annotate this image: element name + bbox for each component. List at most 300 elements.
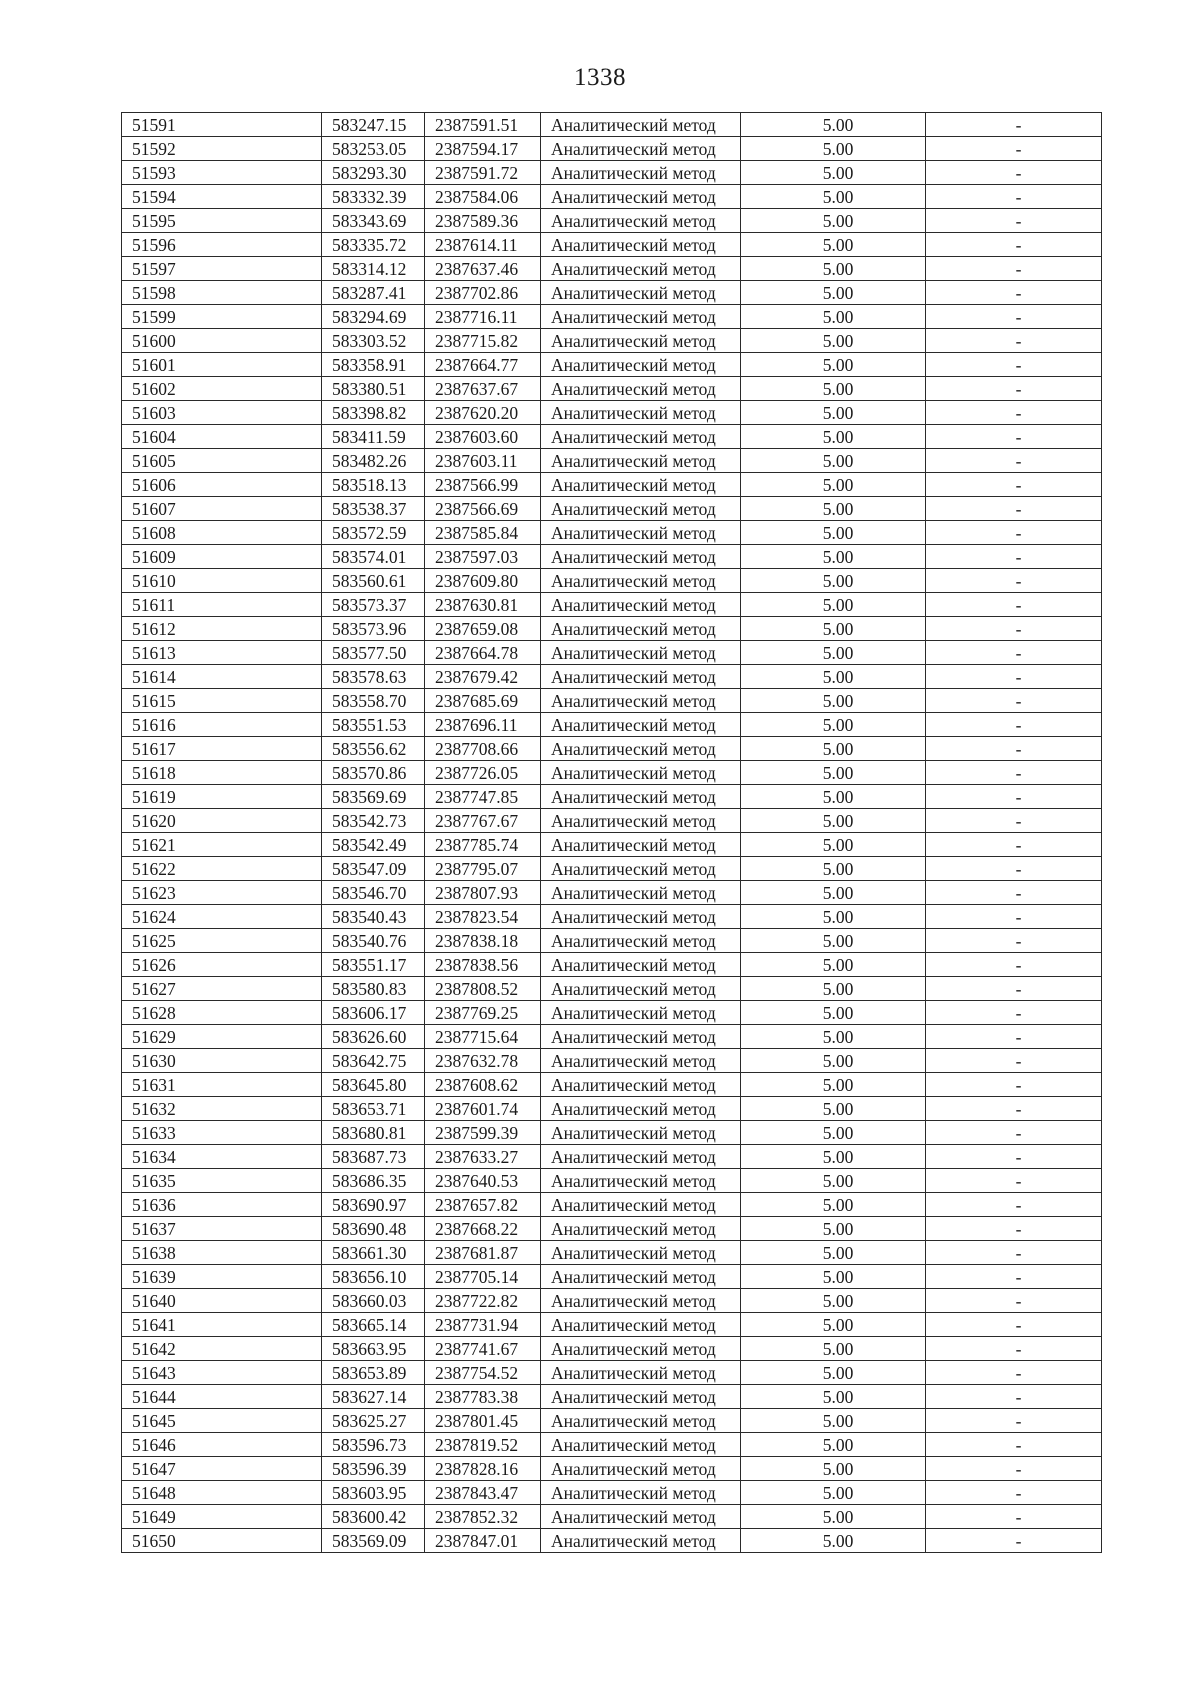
cell-x: 583518.13 — [322, 473, 425, 497]
table-row — [122, 1049, 1102, 1073]
cell-accuracy: 5.00 — [741, 857, 926, 881]
cell-method: Аналитический метод — [541, 545, 741, 569]
cell-accuracy: 5.00 — [741, 1481, 926, 1505]
cell-point-id: 51643 — [122, 1361, 322, 1385]
table-row — [122, 305, 1102, 329]
table-row — [122, 569, 1102, 593]
table-row — [122, 185, 1102, 209]
cell-accuracy: 5.00 — [741, 1097, 926, 1121]
cell-accuracy: 5.00 — [741, 1145, 926, 1169]
cell-x: 583343.69 — [322, 209, 425, 233]
cell-x: 583573.37 — [322, 593, 425, 617]
table-row — [122, 281, 1102, 305]
table-row — [122, 1073, 1102, 1097]
cell-y: 2387731.94 — [425, 1313, 541, 1337]
cell-dash: - — [926, 569, 1102, 593]
cell-method: Аналитический метод — [541, 569, 741, 593]
cell-method: Аналитический метод — [541, 1169, 741, 1193]
cell-x: 583332.39 — [322, 185, 425, 209]
table-row — [122, 1193, 1102, 1217]
cell-method: Аналитический метод — [541, 1361, 741, 1385]
cell-accuracy: 5.00 — [741, 1265, 926, 1289]
cell-method: Аналитический метод — [541, 233, 741, 257]
cell-method: Аналитический метод — [541, 833, 741, 857]
cell-dash: - — [926, 1121, 1102, 1145]
cell-y: 2387640.53 — [425, 1169, 541, 1193]
cell-method: Аналитический метод — [541, 785, 741, 809]
cell-y: 2387747.85 — [425, 785, 541, 809]
table-row — [122, 809, 1102, 833]
cell-y: 2387601.74 — [425, 1097, 541, 1121]
cell-point-id: 51628 — [122, 1001, 322, 1025]
cell-x: 583687.73 — [322, 1145, 425, 1169]
table-row — [122, 665, 1102, 689]
cell-y: 2387664.77 — [425, 353, 541, 377]
cell-accuracy: 5.00 — [741, 785, 926, 809]
cell-y: 2387754.52 — [425, 1361, 541, 1385]
cell-accuracy: 5.00 — [741, 137, 926, 161]
cell-dash: - — [926, 809, 1102, 833]
cell-method: Аналитический метод — [541, 929, 741, 953]
cell-x: 583573.96 — [322, 617, 425, 641]
cell-point-id: 51614 — [122, 665, 322, 689]
cell-point-id: 51605 — [122, 449, 322, 473]
cell-dash: - — [926, 761, 1102, 785]
cell-dash: - — [926, 521, 1102, 545]
table-row — [122, 689, 1102, 713]
cell-point-id: 51598 — [122, 281, 322, 305]
table-row — [122, 929, 1102, 953]
cell-x: 583538.37 — [322, 497, 425, 521]
cell-x: 583380.51 — [322, 377, 425, 401]
cell-accuracy: 5.00 — [741, 761, 926, 785]
cell-y: 2387823.54 — [425, 905, 541, 929]
cell-dash: - — [926, 233, 1102, 257]
cell-method: Аналитический метод — [541, 1313, 741, 1337]
cell-accuracy: 5.00 — [741, 1337, 926, 1361]
cell-accuracy: 5.00 — [741, 401, 926, 425]
cell-dash: - — [926, 1385, 1102, 1409]
cell-method: Аналитический метод — [541, 1409, 741, 1433]
table-row — [122, 1505, 1102, 1529]
cell-point-id: 51625 — [122, 929, 322, 953]
cell-accuracy: 5.00 — [741, 1409, 926, 1433]
cell-method: Аналитический метод — [541, 809, 741, 833]
cell-point-id: 51622 — [122, 857, 322, 881]
table-row — [122, 905, 1102, 929]
cell-method: Аналитический метод — [541, 1049, 741, 1073]
cell-x: 583663.95 — [322, 1337, 425, 1361]
cell-accuracy: 5.00 — [741, 617, 926, 641]
cell-method: Аналитический метод — [541, 1433, 741, 1457]
cell-accuracy: 5.00 — [741, 593, 926, 617]
cell-y: 2387708.66 — [425, 737, 541, 761]
cell-accuracy: 5.00 — [741, 1313, 926, 1337]
cell-x: 583572.59 — [322, 521, 425, 545]
coordinates-table — [121, 112, 1102, 1553]
cell-dash: - — [926, 1073, 1102, 1097]
cell-y: 2387591.72 — [425, 161, 541, 185]
cell-accuracy: 5.00 — [741, 689, 926, 713]
cell-dash: - — [926, 881, 1102, 905]
cell-y: 2387705.14 — [425, 1265, 541, 1289]
cell-x: 583627.14 — [322, 1385, 425, 1409]
cell-method: Аналитический метод — [541, 1097, 741, 1121]
cell-accuracy: 5.00 — [741, 449, 926, 473]
cell-point-id: 51637 — [122, 1217, 322, 1241]
cell-x: 583661.30 — [322, 1241, 425, 1265]
cell-y: 2387783.38 — [425, 1385, 541, 1409]
cell-accuracy: 5.00 — [741, 713, 926, 737]
cell-method: Аналитический метод — [541, 161, 741, 185]
cell-x: 583645.80 — [322, 1073, 425, 1097]
cell-y: 2387807.93 — [425, 881, 541, 905]
table-row — [122, 521, 1102, 545]
cell-point-id: 51639 — [122, 1265, 322, 1289]
table-row — [122, 1097, 1102, 1121]
cell-x: 583247.15 — [322, 113, 425, 137]
cell-dash: - — [926, 209, 1102, 233]
cell-y: 2387685.69 — [425, 689, 541, 713]
cell-y: 2387808.52 — [425, 977, 541, 1001]
cell-point-id: 51635 — [122, 1169, 322, 1193]
cell-x: 583626.60 — [322, 1025, 425, 1049]
cell-point-id: 51603 — [122, 401, 322, 425]
cell-y: 2387664.78 — [425, 641, 541, 665]
table-row — [122, 1529, 1102, 1553]
cell-accuracy: 5.00 — [741, 185, 926, 209]
cell-dash: - — [926, 185, 1102, 209]
cell-method: Аналитический метод — [541, 713, 741, 737]
cell-method: Аналитический метод — [541, 353, 741, 377]
cell-y: 2387801.45 — [425, 1409, 541, 1433]
cell-accuracy: 5.00 — [741, 209, 926, 233]
cell-x: 583482.26 — [322, 449, 425, 473]
table-row — [122, 353, 1102, 377]
cell-y: 2387599.39 — [425, 1121, 541, 1145]
cell-method: Аналитический метод — [541, 953, 741, 977]
table-row — [122, 113, 1102, 137]
table-row — [122, 881, 1102, 905]
cell-x: 583690.97 — [322, 1193, 425, 1217]
cell-x: 583542.73 — [322, 809, 425, 833]
cell-x: 583596.39 — [322, 1457, 425, 1481]
cell-accuracy: 5.00 — [741, 353, 926, 377]
cell-y: 2387603.11 — [425, 449, 541, 473]
cell-y: 2387591.51 — [425, 113, 541, 137]
cell-method: Аналитический метод — [541, 473, 741, 497]
cell-y: 2387668.22 — [425, 1217, 541, 1241]
cell-method: Аналитический метод — [541, 1289, 741, 1313]
cell-x: 583558.70 — [322, 689, 425, 713]
cell-dash: - — [926, 1481, 1102, 1505]
cell-accuracy: 5.00 — [741, 257, 926, 281]
cell-y: 2387838.56 — [425, 953, 541, 977]
table-row — [122, 473, 1102, 497]
cell-dash: - — [926, 1001, 1102, 1025]
cell-x: 583660.03 — [322, 1289, 425, 1313]
cell-point-id: 51595 — [122, 209, 322, 233]
cell-x: 583569.69 — [322, 785, 425, 809]
cell-point-id: 51626 — [122, 953, 322, 977]
cell-point-id: 51641 — [122, 1313, 322, 1337]
cell-dash: - — [926, 953, 1102, 977]
cell-dash: - — [926, 329, 1102, 353]
cell-method: Аналитический метод — [541, 1073, 741, 1097]
table-row — [122, 209, 1102, 233]
cell-x: 583411.59 — [322, 425, 425, 449]
cell-x: 583653.71 — [322, 1097, 425, 1121]
cell-accuracy: 5.00 — [741, 545, 926, 569]
table-row — [122, 953, 1102, 977]
cell-method: Аналитический метод — [541, 401, 741, 425]
cell-x: 583551.17 — [322, 953, 425, 977]
cell-y: 2387681.87 — [425, 1241, 541, 1265]
table-row — [122, 785, 1102, 809]
cell-point-id: 51642 — [122, 1337, 322, 1361]
cell-y: 2387597.03 — [425, 545, 541, 569]
cell-point-id: 51619 — [122, 785, 322, 809]
cell-point-id: 51618 — [122, 761, 322, 785]
cell-point-id: 51650 — [122, 1529, 322, 1553]
cell-y: 2387819.52 — [425, 1433, 541, 1457]
cell-x: 583335.72 — [322, 233, 425, 257]
cell-x: 583690.48 — [322, 1217, 425, 1241]
cell-accuracy: 5.00 — [741, 953, 926, 977]
cell-dash: - — [926, 473, 1102, 497]
cell-y: 2387637.46 — [425, 257, 541, 281]
cell-method: Аналитический метод — [541, 617, 741, 641]
cell-x: 583253.05 — [322, 137, 425, 161]
cell-method: Аналитический метод — [541, 1193, 741, 1217]
cell-y: 2387838.18 — [425, 929, 541, 953]
cell-point-id: 51601 — [122, 353, 322, 377]
cell-x: 583540.76 — [322, 929, 425, 953]
cell-y: 2387852.32 — [425, 1505, 541, 1529]
cell-accuracy: 5.00 — [741, 665, 926, 689]
cell-point-id: 51602 — [122, 377, 322, 401]
cell-dash: - — [926, 785, 1102, 809]
cell-accuracy: 5.00 — [741, 1169, 926, 1193]
cell-dash: - — [926, 113, 1102, 137]
cell-point-id: 51629 — [122, 1025, 322, 1049]
cell-y: 2387715.82 — [425, 329, 541, 353]
table-row — [122, 1457, 1102, 1481]
cell-y: 2387594.17 — [425, 137, 541, 161]
cell-point-id: 51633 — [122, 1121, 322, 1145]
cell-point-id: 51612 — [122, 617, 322, 641]
cell-point-id: 51645 — [122, 1409, 322, 1433]
cell-dash: - — [926, 1241, 1102, 1265]
cell-x: 583569.09 — [322, 1529, 425, 1553]
cell-method: Аналитический метод — [541, 1121, 741, 1145]
cell-x: 583398.82 — [322, 401, 425, 425]
cell-point-id: 51640 — [122, 1289, 322, 1313]
cell-point-id: 51606 — [122, 473, 322, 497]
cell-method: Аналитический метод — [541, 1217, 741, 1241]
cell-point-id: 51608 — [122, 521, 322, 545]
cell-x: 583551.53 — [322, 713, 425, 737]
cell-y: 2387696.11 — [425, 713, 541, 737]
cell-point-id: 51638 — [122, 1241, 322, 1265]
cell-point-id: 51607 — [122, 497, 322, 521]
cell-method: Аналитический метод — [541, 641, 741, 665]
cell-x: 583577.50 — [322, 641, 425, 665]
table-row — [122, 545, 1102, 569]
cell-dash: - — [926, 1505, 1102, 1529]
cell-point-id: 51613 — [122, 641, 322, 665]
cell-accuracy: 5.00 — [741, 1001, 926, 1025]
cell-method: Аналитический метод — [541, 593, 741, 617]
cell-dash: - — [926, 833, 1102, 857]
cell-method: Аналитический метод — [541, 1001, 741, 1025]
table-row — [122, 1025, 1102, 1049]
cell-accuracy: 5.00 — [741, 1217, 926, 1241]
cell-dash: - — [926, 689, 1102, 713]
cell-method: Аналитический метод — [541, 209, 741, 233]
cell-method: Аналитический метод — [541, 689, 741, 713]
cell-method: Аналитический метод — [541, 1481, 741, 1505]
cell-accuracy: 5.00 — [741, 497, 926, 521]
table-row — [122, 713, 1102, 737]
cell-y: 2387722.82 — [425, 1289, 541, 1313]
cell-y: 2387609.80 — [425, 569, 541, 593]
cell-x: 583540.43 — [322, 905, 425, 929]
table-row — [122, 257, 1102, 281]
cell-method: Аналитический метод — [541, 377, 741, 401]
cell-x: 583653.89 — [322, 1361, 425, 1385]
cell-x: 583303.52 — [322, 329, 425, 353]
cell-x: 583287.41 — [322, 281, 425, 305]
cell-y: 2387679.42 — [425, 665, 541, 689]
cell-y: 2387608.62 — [425, 1073, 541, 1097]
cell-dash: - — [926, 449, 1102, 473]
cell-accuracy: 5.00 — [741, 377, 926, 401]
cell-dash: - — [926, 137, 1102, 161]
cell-method: Аналитический метод — [541, 665, 741, 689]
cell-method: Аналитический метод — [541, 329, 741, 353]
cell-x: 583656.10 — [322, 1265, 425, 1289]
table-row — [122, 1217, 1102, 1241]
cell-y: 2387716.11 — [425, 305, 541, 329]
cell-x: 583546.70 — [322, 881, 425, 905]
cell-accuracy: 5.00 — [741, 929, 926, 953]
cell-accuracy: 5.00 — [741, 1505, 926, 1529]
cell-point-id: 51592 — [122, 137, 322, 161]
table-row — [122, 1481, 1102, 1505]
cell-x: 583596.73 — [322, 1433, 425, 1457]
cell-dash: - — [926, 1289, 1102, 1313]
cell-accuracy: 5.00 — [741, 569, 926, 593]
cell-dash: - — [926, 593, 1102, 617]
cell-accuracy: 5.00 — [741, 233, 926, 257]
cell-point-id: 51616 — [122, 713, 322, 737]
cell-x: 583358.91 — [322, 353, 425, 377]
cell-accuracy: 5.00 — [741, 881, 926, 905]
cell-y: 2387843.47 — [425, 1481, 541, 1505]
cell-y: 2387585.84 — [425, 521, 541, 545]
cell-method: Аналитический метод — [541, 905, 741, 929]
cell-accuracy: 5.00 — [741, 473, 926, 497]
cell-method: Аналитический метод — [541, 137, 741, 161]
cell-dash: - — [926, 1529, 1102, 1553]
cell-dash: - — [926, 641, 1102, 665]
cell-point-id: 51631 — [122, 1073, 322, 1097]
table-row — [122, 1409, 1102, 1433]
cell-dash: - — [926, 1361, 1102, 1385]
cell-accuracy: 5.00 — [741, 113, 926, 137]
cell-dash: - — [926, 1457, 1102, 1481]
cell-x: 583642.75 — [322, 1049, 425, 1073]
cell-point-id: 51615 — [122, 689, 322, 713]
cell-y: 2387828.16 — [425, 1457, 541, 1481]
cell-y: 2387659.08 — [425, 617, 541, 641]
cell-dash: - — [926, 161, 1102, 185]
cell-accuracy: 5.00 — [741, 737, 926, 761]
cell-point-id: 51632 — [122, 1097, 322, 1121]
cell-dash: - — [926, 1409, 1102, 1433]
cell-dash: - — [926, 617, 1102, 641]
table-body — [122, 113, 1102, 1553]
cell-point-id: 51630 — [122, 1049, 322, 1073]
cell-point-id: 51597 — [122, 257, 322, 281]
cell-y: 2387657.82 — [425, 1193, 541, 1217]
cell-method: Аналитический метод — [541, 1265, 741, 1289]
cell-dash: - — [926, 545, 1102, 569]
cell-point-id: 51627 — [122, 977, 322, 1001]
cell-point-id: 51604 — [122, 425, 322, 449]
table-row — [122, 1313, 1102, 1337]
cell-method: Аналитический метод — [541, 185, 741, 209]
cell-x: 583574.01 — [322, 545, 425, 569]
cell-dash: - — [926, 1433, 1102, 1457]
cell-accuracy: 5.00 — [741, 905, 926, 929]
cell-y: 2387589.36 — [425, 209, 541, 233]
cell-y: 2387847.01 — [425, 1529, 541, 1553]
table-row — [122, 593, 1102, 617]
cell-method: Аналитический метод — [541, 449, 741, 473]
table-row — [122, 641, 1102, 665]
cell-accuracy: 5.00 — [741, 1025, 926, 1049]
cell-method: Аналитический метод — [541, 497, 741, 521]
cell-accuracy: 5.00 — [741, 305, 926, 329]
cell-dash: - — [926, 377, 1102, 401]
cell-method: Аналитический метод — [541, 737, 741, 761]
cell-dash: - — [926, 1313, 1102, 1337]
cell-point-id: 51648 — [122, 1481, 322, 1505]
cell-point-id: 51644 — [122, 1385, 322, 1409]
cell-x: 583294.69 — [322, 305, 425, 329]
cell-y: 2387566.69 — [425, 497, 541, 521]
table-row — [122, 137, 1102, 161]
cell-point-id: 51624 — [122, 905, 322, 929]
cell-accuracy: 5.00 — [741, 161, 926, 185]
table-row — [122, 761, 1102, 785]
table-row — [122, 329, 1102, 353]
table-row — [122, 1121, 1102, 1145]
table-row — [122, 977, 1102, 1001]
cell-method: Аналитический метод — [541, 1505, 741, 1529]
cell-accuracy: 5.00 — [741, 1385, 926, 1409]
cell-method: Аналитический метод — [541, 113, 741, 137]
table-row — [122, 1145, 1102, 1169]
cell-y: 2387767.67 — [425, 809, 541, 833]
cell-accuracy: 5.00 — [741, 281, 926, 305]
cell-accuracy: 5.00 — [741, 425, 926, 449]
cell-accuracy: 5.00 — [741, 977, 926, 1001]
table-row — [122, 233, 1102, 257]
cell-dash: - — [926, 1025, 1102, 1049]
